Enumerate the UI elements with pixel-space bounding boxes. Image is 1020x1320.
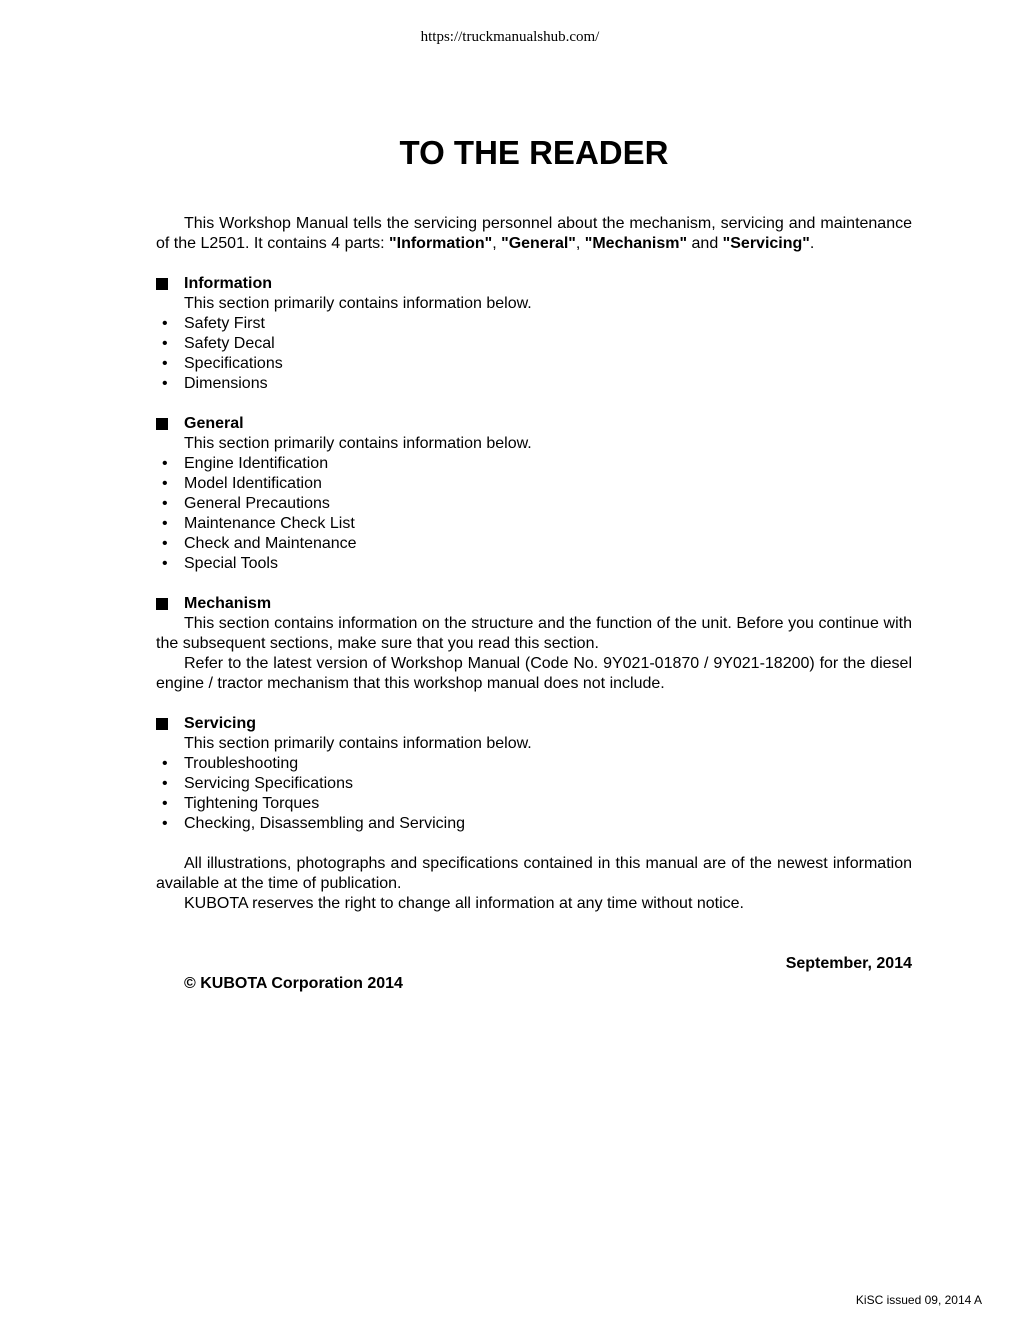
intro-paragraph <box>156 214 912 254</box>
list-item-text: Safety First <box>184 315 265 332</box>
intro-separator: , <box>575 235 585 252</box>
list-item <box>156 554 912 574</box>
section-general-heading <box>156 414 912 434</box>
section-information-heading <box>156 274 912 294</box>
square-bullet-icon <box>156 418 168 430</box>
general-list <box>156 454 912 574</box>
bullet-icon: • <box>162 775 168 792</box>
bullet-icon: • <box>162 815 168 832</box>
list-item-text: Engine Identification <box>184 455 329 472</box>
bullet-icon: • <box>162 535 168 552</box>
intro-separator: , <box>492 235 502 252</box>
intro-end: . <box>809 235 815 252</box>
bullet-icon: • <box>162 455 168 472</box>
list-item-text: Safety Decal <box>184 335 275 352</box>
list-item <box>156 754 912 774</box>
section-description: This section primarily contains information below. <box>184 295 532 312</box>
part-servicing: "Servicing" <box>722 235 810 252</box>
list-item <box>156 814 912 834</box>
bullet-icon: • <box>162 475 168 492</box>
section-servicing-heading <box>156 714 912 734</box>
list-item-text: Specifications <box>184 355 283 372</box>
intro-text: This Workshop Manual tells the servicing personnel about the mechanism, servicing and maintenance of the L2501. It contains 4 parts: <box>156 215 912 252</box>
rights-paragraph: KUBOTA reserves the right to change all information at any time without notice. <box>184 895 744 912</box>
section-mechanism-heading <box>156 594 912 614</box>
part-general: "General" <box>501 235 576 252</box>
page-title: TO THE READER <box>399 134 669 171</box>
part-mechanism: "Mechanism" <box>584 235 688 252</box>
list-item <box>156 794 912 814</box>
section-title: Mechanism <box>184 595 272 612</box>
servicing-list <box>156 754 912 834</box>
bullet-icon: • <box>162 355 168 372</box>
bullet-icon: • <box>162 555 168 572</box>
list-item <box>156 514 912 534</box>
list-item-text: Servicing Specifications <box>184 775 353 792</box>
list-item <box>156 474 912 494</box>
list-item <box>156 454 912 474</box>
document-body <box>156 214 912 994</box>
section-title: Information <box>184 275 272 292</box>
square-bullet-icon <box>156 598 168 610</box>
list-item <box>156 314 912 334</box>
list-item-text: Checking, Disassembling and Servicing <box>184 815 466 832</box>
list-item <box>156 334 912 354</box>
list-item <box>156 534 912 554</box>
closing-paragraph: All illustrations, photographs and specifications contained in this manual are of the newest information available at the time of publication. <box>156 855 912 892</box>
copyright-notice: © KUBOTA Corporation 2014 <box>184 975 403 992</box>
bullet-icon: • <box>162 795 168 812</box>
bullet-icon: • <box>162 755 168 772</box>
issue-footer: KiSC issued 09, 2014 A <box>855 1293 982 1307</box>
part-information: "Information" <box>389 235 493 252</box>
mechanism-reference-paragraph: Refer to the latest version of Workshop Manual (Code No. 9Y021-01870 / 9Y021-18200) for the diesel engine / tractor mechanism that this workshop manual does not include. <box>156 655 912 692</box>
list-item <box>156 354 912 374</box>
publication-date: September, 2014 <box>785 955 912 972</box>
bullet-icon: • <box>162 495 168 512</box>
intro-separator: and <box>687 235 723 252</box>
list-item-text: General Precautions <box>184 495 330 512</box>
list-item-text: Troubleshooting <box>184 755 299 772</box>
list-item-text: Maintenance Check List <box>184 515 355 532</box>
information-list <box>156 314 912 394</box>
list-item <box>156 374 912 394</box>
list-item-text: Model Identification <box>184 475 322 492</box>
bullet-icon: • <box>162 335 168 352</box>
site-url[interactable]: https://truckmanualshub.com/ <box>420 29 600 45</box>
mechanism-paragraph: This section contains information on the structure and the function of the unit. Before you continue with the subsequent sections, make sure that you read this section. <box>156 615 912 652</box>
list-item <box>156 494 912 514</box>
list-item-text: Special Tools <box>184 555 278 572</box>
section-description: This section primarily contains information below. <box>184 735 532 752</box>
list-item-text: Tightening Torques <box>184 795 320 812</box>
section-title: Servicing <box>184 715 257 732</box>
square-bullet-icon <box>156 278 168 290</box>
square-bullet-icon <box>156 718 168 730</box>
bullet-icon: • <box>162 315 168 332</box>
list-item-text: Check and Maintenance <box>184 535 357 552</box>
list-item <box>156 774 912 794</box>
section-description: This section primarily contains information below. <box>184 435 532 452</box>
section-title: General <box>184 415 244 432</box>
bullet-icon: • <box>162 515 168 532</box>
list-item-text: Dimensions <box>184 375 268 392</box>
bullet-icon: • <box>162 375 168 392</box>
